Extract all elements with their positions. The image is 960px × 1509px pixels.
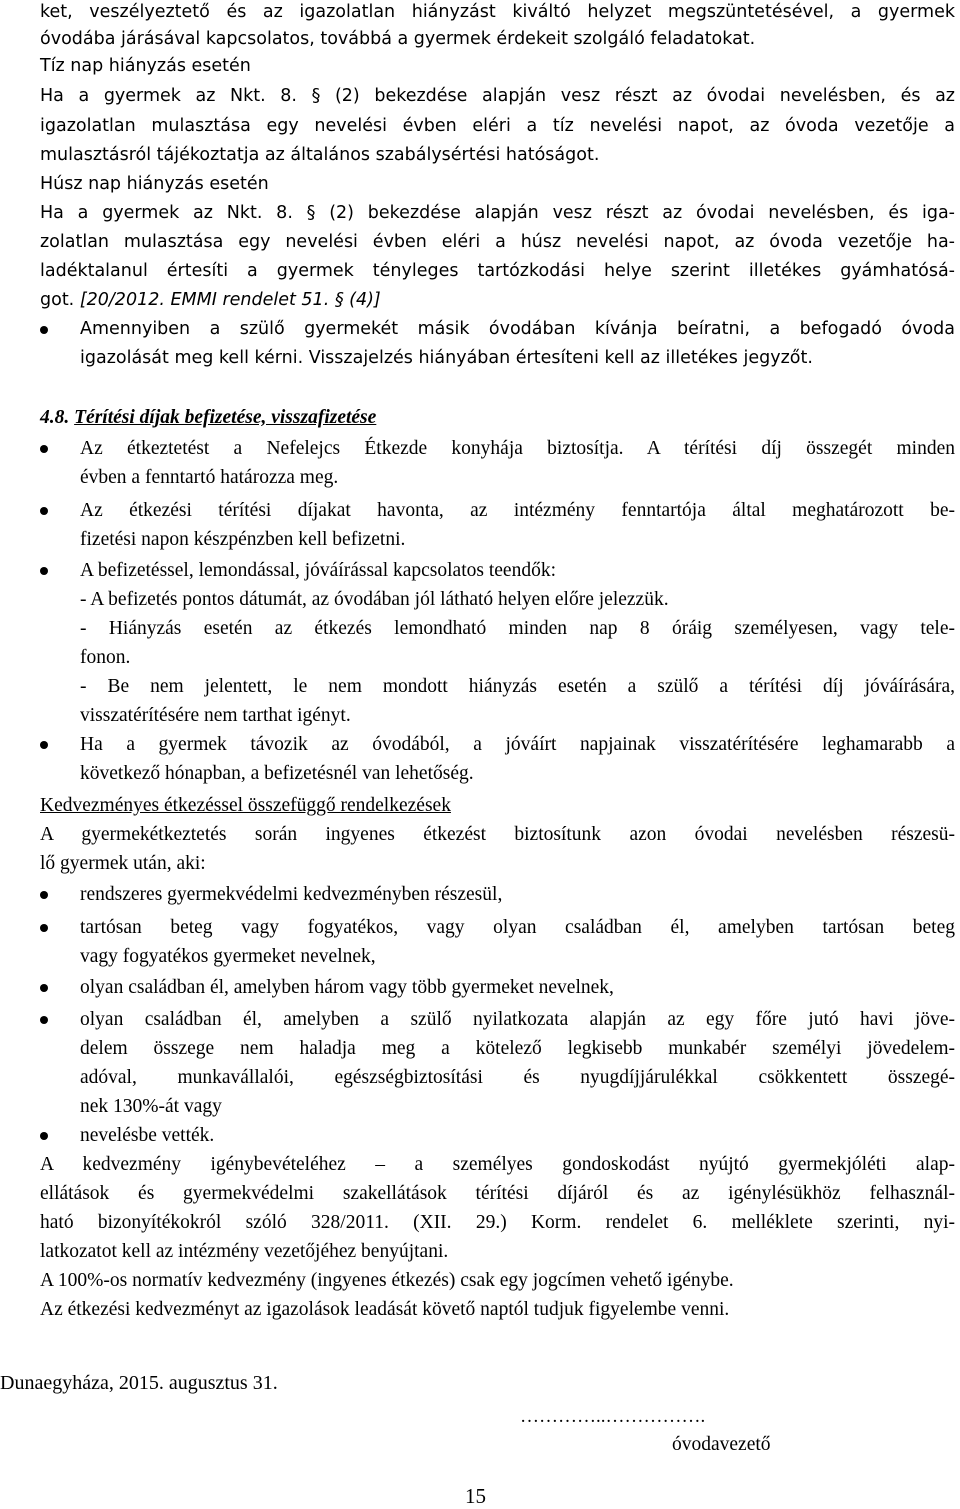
text-run: got. [40, 290, 80, 310]
text-line: lő gyermek után, aki: [40, 853, 206, 874]
bullet-icon [40, 1016, 48, 1024]
text-line: mulasztásról tájékoztatja az általános szabálysértési hatóságot. [40, 145, 600, 165]
bullet-icon [40, 507, 48, 515]
text-line: - A befizetés pontos dátumát, az óvodában jól látható helyen előre jelezzük. [80, 589, 669, 610]
text-line: Az étkeztetést a Nefelejcs Étkezde konyhája biztosítja. A térítési díj összegét minden [80, 438, 955, 459]
subheading-twenty-days: Húsz nap hiányzás esetén [40, 174, 269, 194]
text-line: Ha a gyermek az Nkt. 8. § (2) bekezdése alapján vesz részt az óvodai nevelésben, és az [40, 86, 955, 106]
text-line: A gyermekétkeztetés során ingyenes étkezést biztosítunk azon óvodai nevelésben részesü- [40, 824, 955, 845]
text-line: adóval, munkavállalói, egészségbiztosítási és nyugdíjjárulékkal csökkentett összegé- [80, 1067, 955, 1088]
text-line: delem összege nem haladja meg a kötelező legkisebb munkabér személyi jövedelem- [80, 1038, 955, 1059]
text-line: olyan családban él, amelyben a szülő nyilatkozata alapján az egy főre jutó havi jöve- [80, 1009, 955, 1030]
bullet-icon [40, 984, 48, 992]
text-line [40, 286, 381, 315]
text-line: ket, veszélyeztető és az igazolatlan hiányzást kiváltó helyzet megszüntetésével, a gyermek [40, 2, 955, 22]
text-line: ható bizonyítékokról szóló 328/2011. (XII. 29.) Korm. rendelet 6. melléklete szerinti, nyi- [40, 1212, 955, 1233]
text-line: ladéktalanul értesíti a gyermek tényleges tartózkodási helye szerint illetékes gyámhatósá- [40, 261, 955, 281]
bullet-icon [40, 891, 48, 899]
text-line: nevelésbe vették. [80, 1125, 215, 1146]
text-line: A 100%-os normatív kedvezmény (ingyenes étkezés) csak egy jogcímen vehető igénybe. [40, 1270, 734, 1291]
text-line: A kedvezmény igénybevételéhez – a személyes gondoskodást nyújtó gyermekjóléti alap- [40, 1154, 955, 1175]
legal-citation: [20/2012. EMMI rendelet 51. § (4)] [79, 290, 381, 310]
text-line: igazolatlan mulasztása egy nevelési évben eléri a tíz nevelési napot, az óvoda vezetője a [40, 116, 955, 136]
text-line: vagy fogyatékos gyermeket nevelnek, [80, 946, 376, 967]
place-and-date: Dunaegyháza, 2015. augusztus 31. [0, 1372, 278, 1394]
text-line: fonon. [80, 647, 131, 668]
section-number: 4.8. [40, 407, 75, 428]
text-line: fizetési napon készpénzben kell befizetni. [80, 529, 406, 550]
text-line: ellátások és gyermekvédelmi szakellátások térítési díjáról és az igénylésükhöz felhasznál- [40, 1183, 955, 1204]
text-line: nek 130%-át vagy [80, 1096, 222, 1117]
text-line: Ha a gyermek az Nkt. 8. § (2) bekezdése alapján vesz részt az óvodai nevelésben, és iga- [40, 203, 955, 223]
section-heading [40, 403, 376, 432]
text-line: Az étkezési kedvezményt az igazolások leadását követő naptól tudjuk figyelembe venni. [40, 1299, 730, 1320]
bullet-icon [40, 924, 48, 932]
bullet-icon [40, 445, 48, 453]
text-line: Amennyiben a szülő gyermekét másik óvodában kívánja beíratni, a befogadó óvoda [80, 319, 955, 339]
signer-title: óvodavezető [672, 1434, 771, 1455]
text-line: olyan családban él, amelyben három vagy több gyermeket nevelnek, [80, 977, 614, 998]
text-line: Az étkezési térítési díjakat havonta, az intézmény fenntartója által meghatározott be- [80, 500, 955, 521]
text-line: rendszeres gyermekvédelmi kedvezményben részesül, [80, 884, 503, 905]
section-title: Térítési díjak befizetése, visszafizetése [74, 407, 377, 428]
signature-line: …………..……………. [520, 1406, 706, 1427]
bullet-icon [40, 567, 48, 575]
text-line: - Hiányzás esetén az étkezés lemondható minden nap 8 óráig személyesen, vagy tele- [80, 618, 955, 639]
bullet-icon [40, 741, 48, 749]
text-line: A befizetéssel, lemondással, jóváírással kapcsolatos teendők: [80, 560, 556, 581]
text-line: évben a fenntartó határozza meg. [80, 467, 339, 488]
page-number: 15 [465, 1484, 486, 1508]
subsection-title: Kedvezményes étkezéssel összefüggő rendelkezések [40, 795, 451, 816]
text-line: következő hónapban, a befizetésnél van lehetőség. [80, 763, 474, 784]
subheading-ten-days: Tíz nap hiányzás esetén [40, 56, 251, 76]
bullet-icon [40, 326, 48, 334]
text-line: latkozatot kell az intézmény vezetőjéhez benyújtani. [40, 1241, 449, 1262]
text-line: igazolását meg kell kérni. Visszajelzés hiányában értesíteni kell az illetékes jegyzőt. [80, 348, 813, 368]
text-line: visszatérítésére nem tarthat igényt. [80, 705, 351, 726]
text-line: óvodába járásával kapcsolatos, továbbá a gyermek érdekeit szolgáló feladatokat. [40, 29, 756, 49]
text-line: Ha a gyermek távozik az óvodából, a jóváírt napjainak visszatérítésére leghamarabb a [80, 734, 955, 755]
text-line: tartósan beteg vagy fogyatékos, vagy olyan családban él, amelyben tartósan beteg [80, 917, 955, 938]
text-line: zolatlan mulasztása egy nevelési évben eléri a húsz nevelési napot, az óvoda vezetője ha- [40, 232, 955, 252]
text-line: - Be nem jelentett, le nem mondott hiányzás esetén a szülő a térítési díj jóváírására, [80, 676, 955, 697]
bullet-icon [40, 1132, 48, 1140]
